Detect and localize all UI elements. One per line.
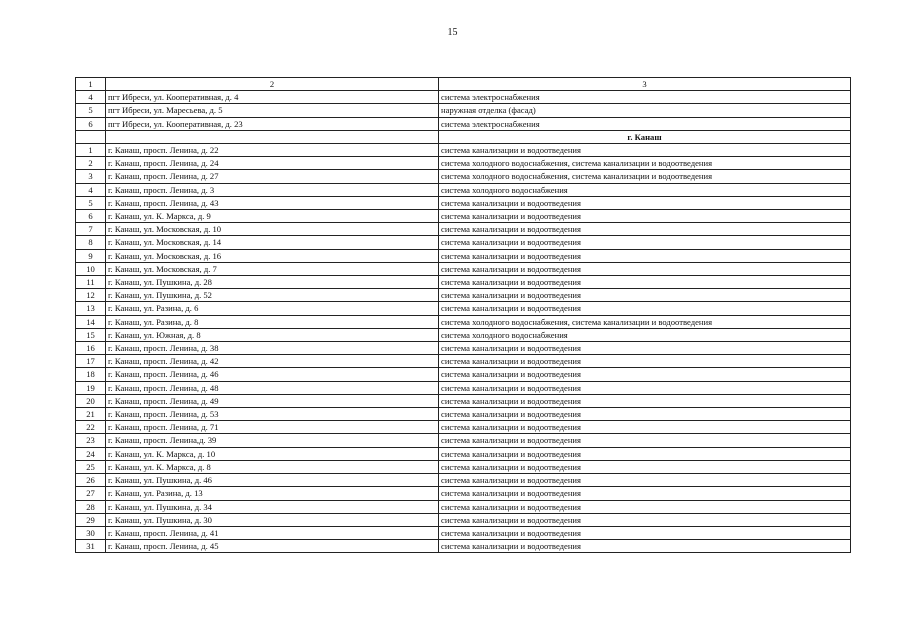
table-row <box>76 262 851 275</box>
row-work-cell: система канализации и водоотведения <box>439 526 851 539</box>
row-address-cell: г. Канаш, ул. Пушкина, д. 28 <box>106 276 439 289</box>
table-row <box>76 276 851 289</box>
row-work-cell: наружная отделка (фасад) <box>439 104 851 117</box>
table-row <box>76 381 851 394</box>
table-row <box>76 328 851 341</box>
row-address-cell: г. Канаш, просп. Ленина, д. 42 <box>106 355 439 368</box>
table-row <box>76 342 851 355</box>
row-number-cell: 19 <box>76 381 106 394</box>
page-number: 15 <box>447 27 458 38</box>
row-work-cell: система канализации и водоотведения <box>439 249 851 262</box>
row-work-cell: система электроснабжения <box>439 91 851 104</box>
row-number-cell: 6 <box>76 117 106 130</box>
row-number-cell: 10 <box>76 262 106 275</box>
row-number-cell: 2 <box>76 157 106 170</box>
row-number-cell: 29 <box>76 513 106 526</box>
table-row <box>76 474 851 487</box>
table-row <box>76 289 851 302</box>
table-row <box>76 302 851 315</box>
row-number-cell: 15 <box>76 328 106 341</box>
row-address-cell: г. Канаш, просп. Ленина, д. 43 <box>106 196 439 209</box>
table-row <box>76 408 851 421</box>
table-row <box>76 315 851 328</box>
table-row <box>76 460 851 473</box>
row-address-cell: г. Канаш, ул. Пушкина, д. 34 <box>106 500 439 513</box>
row-work-cell: система канализации и водоотведения <box>439 223 851 236</box>
row-work-cell: система канализации и водоотведения <box>439 236 851 249</box>
row-address-cell: пгт Ибреси, ул. Кооперативная, д. 4 <box>106 91 439 104</box>
row-number-cell: 16 <box>76 342 106 355</box>
row-number-cell: 7 <box>76 223 106 236</box>
row-address-cell: г. Канаш, ул. Московская, д. 16 <box>106 249 439 262</box>
table-row <box>76 236 851 249</box>
row-work-cell: система канализации и водоотведения <box>439 262 851 275</box>
row-number-cell: 11 <box>76 276 106 289</box>
table-row <box>76 249 851 262</box>
table-row <box>76 223 851 236</box>
row-number-cell: 14 <box>76 315 106 328</box>
row-work-cell: система канализации и водоотведения <box>439 421 851 434</box>
row-address-cell: г. Канаш, просп. Ленина, д. 49 <box>106 394 439 407</box>
row-work-cell: система канализации и водоотведения <box>439 210 851 223</box>
row-address-cell: г. Канаш, ул. К. Маркса, д. 8 <box>106 460 439 473</box>
row-number-cell: 22 <box>76 421 106 434</box>
row-number-cell: 24 <box>76 447 106 460</box>
row-address-cell: г. Канаш, ул. Московская, д. 7 <box>106 262 439 275</box>
row-number-cell: 3 <box>76 170 106 183</box>
row-number-cell: 27 <box>76 487 106 500</box>
table-row <box>76 487 851 500</box>
table-row <box>76 447 851 460</box>
table-row <box>76 368 851 381</box>
row-address-cell: г. Канаш, просп. Ленина, д. 22 <box>106 144 439 157</box>
row-work-cell: система канализации и водоотведения <box>439 381 851 394</box>
row-work-cell: система канализации и водоотведения <box>439 196 851 209</box>
row-address-cell: г. Канаш, просп. Ленина, д. 24 <box>106 157 439 170</box>
city-heading-row <box>76 130 851 143</box>
table-row <box>76 540 851 553</box>
table-row <box>76 117 851 130</box>
row-address-cell: г. Канаш, просп. Ленина, д. 53 <box>106 408 439 421</box>
row-work-cell: система холодного водоснабжения, система канализации и водоотведения <box>439 157 851 170</box>
header-cell-number: 1 <box>76 78 106 91</box>
row-address-cell: г. Канаш, ул. К. Маркса, д. 9 <box>106 210 439 223</box>
row-work-cell: система холодного водоснабжения <box>439 183 851 196</box>
row-work-cell: система канализации и водоотведения <box>439 144 851 157</box>
row-address-cell: г. Канаш, просп. Ленина,д. 39 <box>106 434 439 447</box>
row-address-cell: г. Канаш, ул. Разина, д. 6 <box>106 302 439 315</box>
row-number-cell: 8 <box>76 236 106 249</box>
row-address-cell: г. Канаш, ул. Пушкина, д. 46 <box>106 474 439 487</box>
city-heading-empty-cell <box>106 130 439 143</box>
table-row <box>76 526 851 539</box>
row-work-cell: система канализации и водоотведения <box>439 302 851 315</box>
table-row <box>76 183 851 196</box>
table-row <box>76 91 851 104</box>
row-address-cell: г. Канаш, ул. Пушкина, д. 30 <box>106 513 439 526</box>
row-number-cell: 23 <box>76 434 106 447</box>
row-number-cell: 21 <box>76 408 106 421</box>
table-row <box>76 104 851 117</box>
row-work-cell: система холодного водоснабжения, система канализации и водоотведения <box>439 315 851 328</box>
row-number-cell: 5 <box>76 104 106 117</box>
table-row <box>76 434 851 447</box>
row-work-cell: система канализации и водоотведения <box>439 500 851 513</box>
table-row <box>76 196 851 209</box>
table-body <box>76 78 851 553</box>
table-row <box>76 210 851 223</box>
row-work-cell: система канализации и водоотведения <box>439 394 851 407</box>
table-header-row <box>76 78 851 91</box>
row-work-cell: система холодного водоснабжения <box>439 328 851 341</box>
row-address-cell: г. Канаш, ул. Пушкина, д. 52 <box>106 289 439 302</box>
row-address-cell: г. Канаш, ул. Разина, д. 8 <box>106 315 439 328</box>
row-work-cell: система холодного водоснабжения, система канализации и водоотведения <box>439 170 851 183</box>
row-work-cell: система канализации и водоотведения <box>439 408 851 421</box>
row-number-cell: 12 <box>76 289 106 302</box>
row-number-cell: 13 <box>76 302 106 315</box>
row-address-cell: пгт Ибреси, ул. Кооперативная, д. 23 <box>106 117 439 130</box>
row-work-cell: система канализации и водоотведения <box>439 460 851 473</box>
row-address-cell: г. Канаш, просп. Ленина, д. 38 <box>106 342 439 355</box>
row-address-cell: г. Канаш, просп. Ленина, д. 41 <box>106 526 439 539</box>
row-work-cell: система канализации и водоотведения <box>439 368 851 381</box>
row-number-cell: 9 <box>76 249 106 262</box>
row-work-cell: система канализации и водоотведения <box>439 434 851 447</box>
table-row <box>76 355 851 368</box>
row-number-cell: 5 <box>76 196 106 209</box>
row-address-cell: пгт Ибреси, ул. Маресьева, д. 5 <box>106 104 439 117</box>
row-address-cell: г. Канаш, просп. Ленина, д. 46 <box>106 368 439 381</box>
row-address-cell: г. Канаш, ул. Московская, д. 10 <box>106 223 439 236</box>
table-row <box>76 144 851 157</box>
row-number-cell: 4 <box>76 91 106 104</box>
row-address-cell: г. Канаш, ул. К. Маркса, д. 10 <box>106 447 439 460</box>
row-number-cell: 25 <box>76 460 106 473</box>
row-address-cell: г. Канаш, просп. Ленина, д. 3 <box>106 183 439 196</box>
row-number-cell: 20 <box>76 394 106 407</box>
city-heading-empty-cell <box>76 130 106 143</box>
row-number-cell: 6 <box>76 210 106 223</box>
row-work-cell: система канализации и водоотведения <box>439 289 851 302</box>
table-row <box>76 500 851 513</box>
row-number-cell: 1 <box>76 144 106 157</box>
row-address-cell: г. Канаш, просп. Ленина, д. 48 <box>106 381 439 394</box>
row-address-cell: г. Канаш, ул. Южная, д. 8 <box>106 328 439 341</box>
table-row <box>76 394 851 407</box>
row-address-cell: г. Канаш, просп. Ленина, д. 71 <box>106 421 439 434</box>
row-work-cell: система электроснабжения <box>439 117 851 130</box>
row-number-cell: 31 <box>76 540 106 553</box>
row-address-cell: г. Канаш, просп. Ленина, д. 45 <box>106 540 439 553</box>
row-number-cell: 26 <box>76 474 106 487</box>
header-cell-work: 3 <box>439 78 851 91</box>
row-work-cell: система канализации и водоотведения <box>439 513 851 526</box>
row-number-cell: 30 <box>76 526 106 539</box>
table-row <box>76 513 851 526</box>
city-heading: г. Канаш <box>439 130 851 143</box>
row-work-cell: система канализации и водоотведения <box>439 447 851 460</box>
row-number-cell: 18 <box>76 368 106 381</box>
row-address-cell: г. Канаш, просп. Ленина, д. 27 <box>106 170 439 183</box>
row-work-cell: система канализации и водоотведения <box>439 355 851 368</box>
row-number-cell: 28 <box>76 500 106 513</box>
row-work-cell: система канализации и водоотведения <box>439 276 851 289</box>
table-row <box>76 170 851 183</box>
row-address-cell: г. Канаш, ул. Московская, д. 14 <box>106 236 439 249</box>
row-address-cell: г. Канаш, ул. Разина, д. 13 <box>106 487 439 500</box>
row-number-cell: 4 <box>76 183 106 196</box>
work-list-table <box>75 77 851 553</box>
row-work-cell: система канализации и водоотведения <box>439 342 851 355</box>
row-number-cell: 17 <box>76 355 106 368</box>
row-work-cell: система канализации и водоотведения <box>439 540 851 553</box>
table-row <box>76 157 851 170</box>
table-row <box>76 421 851 434</box>
row-work-cell: система канализации и водоотведения <box>439 474 851 487</box>
header-cell-address: 2 <box>106 78 439 91</box>
row-work-cell: система канализации и водоотведения <box>439 487 851 500</box>
